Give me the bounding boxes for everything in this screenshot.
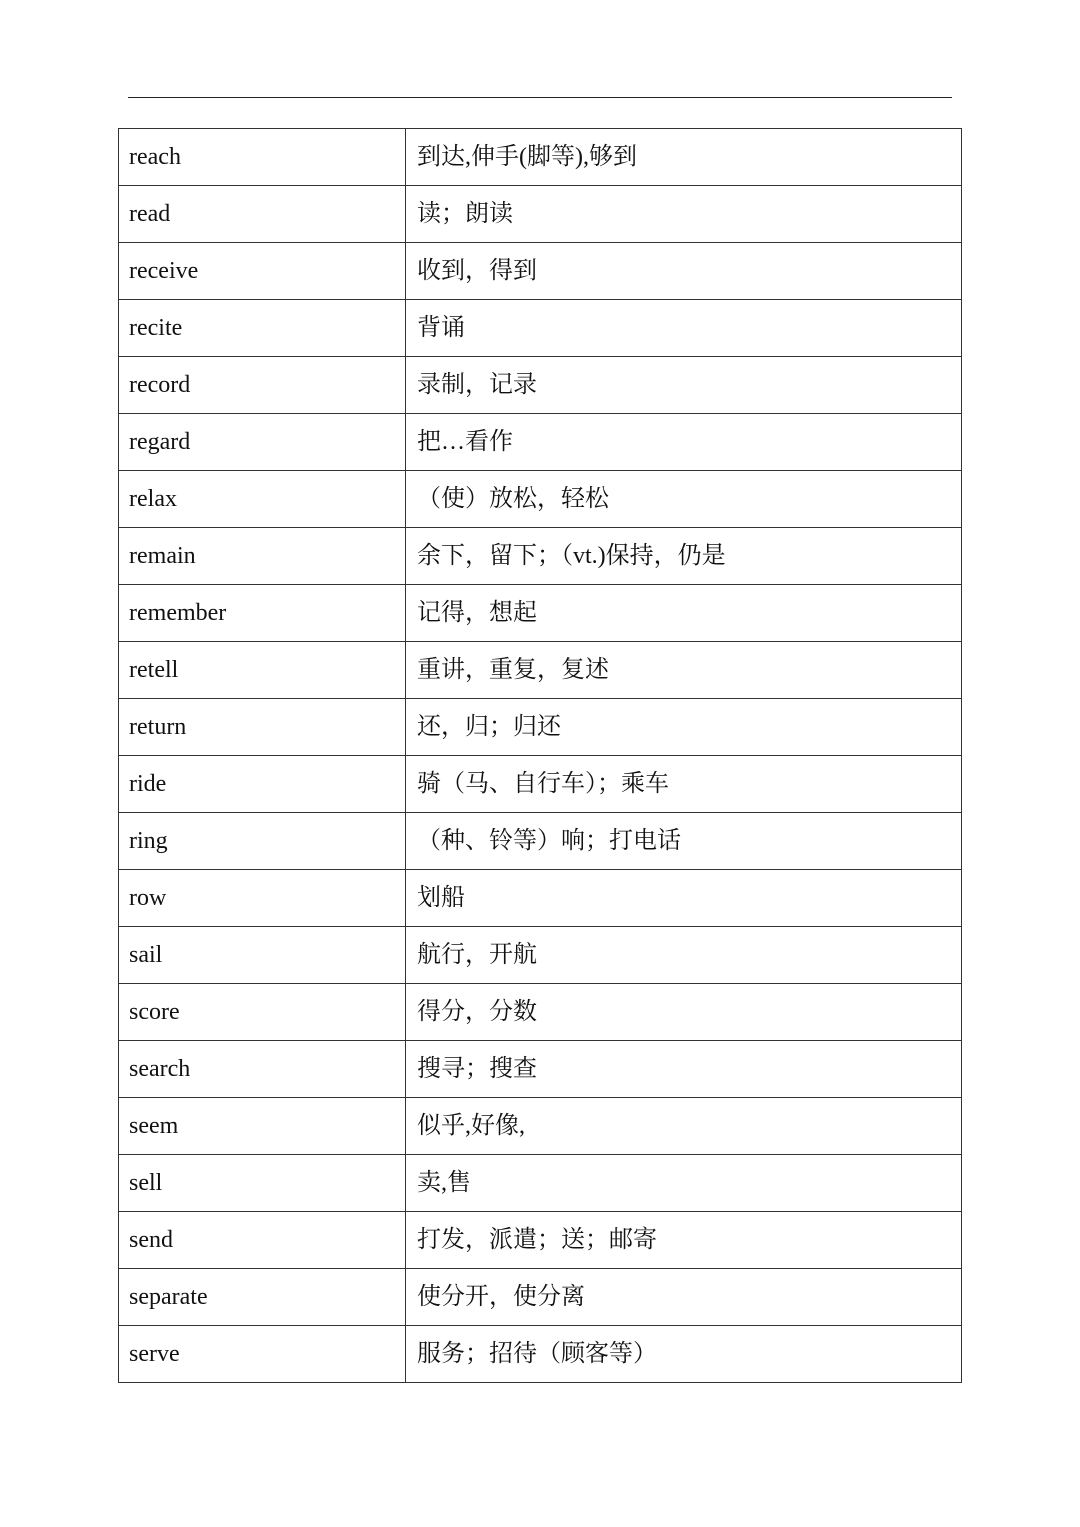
meaning-cell: 航行，开航 bbox=[406, 927, 962, 984]
table-row bbox=[119, 1041, 962, 1098]
vocabulary-table-body bbox=[119, 129, 962, 1383]
table-row bbox=[119, 300, 962, 357]
word-cell: retell bbox=[119, 642, 406, 699]
meaning-cell: 把…看作 bbox=[406, 414, 962, 471]
word-cell: ride bbox=[119, 756, 406, 813]
meaning-cell: 读；朗读 bbox=[406, 186, 962, 243]
meaning-cell: 似乎,好像, bbox=[406, 1098, 962, 1155]
word-cell: regard bbox=[119, 414, 406, 471]
table-row bbox=[119, 1155, 962, 1212]
table-row bbox=[119, 528, 962, 585]
header-rule bbox=[128, 97, 952, 98]
meaning-cell: 收到，得到 bbox=[406, 243, 962, 300]
word-cell: separate bbox=[119, 1269, 406, 1326]
meaning-cell: 服务；招待（顾客等） bbox=[406, 1326, 962, 1383]
table-row bbox=[119, 585, 962, 642]
table-row bbox=[119, 414, 962, 471]
word-cell: search bbox=[119, 1041, 406, 1098]
table-row bbox=[119, 129, 962, 186]
meaning-cell: 背诵 bbox=[406, 300, 962, 357]
meaning-cell: 划船 bbox=[406, 870, 962, 927]
word-cell: remember bbox=[119, 585, 406, 642]
table-row bbox=[119, 813, 962, 870]
table-row bbox=[119, 699, 962, 756]
word-cell: row bbox=[119, 870, 406, 927]
meaning-cell: （使）放松，轻松 bbox=[406, 471, 962, 528]
meaning-cell: 到达,伸手(脚等),够到 bbox=[406, 129, 962, 186]
vocabulary-table bbox=[118, 128, 962, 1383]
meaning-cell: 搜寻；搜查 bbox=[406, 1041, 962, 1098]
table-row bbox=[119, 1098, 962, 1155]
meaning-cell: 卖,售 bbox=[406, 1155, 962, 1212]
meaning-cell: 余下，留下；（vt.)保持，仍是 bbox=[406, 528, 962, 585]
word-cell: receive bbox=[119, 243, 406, 300]
word-cell: sell bbox=[119, 1155, 406, 1212]
meaning-cell: 录制，记录 bbox=[406, 357, 962, 414]
word-cell: read bbox=[119, 186, 406, 243]
word-cell: send bbox=[119, 1212, 406, 1269]
word-cell: remain bbox=[119, 528, 406, 585]
meaning-cell: 记得，想起 bbox=[406, 585, 962, 642]
table-row bbox=[119, 984, 962, 1041]
word-cell: sail bbox=[119, 927, 406, 984]
table-row bbox=[119, 1326, 962, 1383]
table-row bbox=[119, 870, 962, 927]
table-row bbox=[119, 927, 962, 984]
meaning-cell: 使分开，使分离 bbox=[406, 1269, 962, 1326]
meaning-cell: （种、铃等）响；打电话 bbox=[406, 813, 962, 870]
table-row bbox=[119, 357, 962, 414]
word-cell: ring bbox=[119, 813, 406, 870]
word-cell: record bbox=[119, 357, 406, 414]
table-row bbox=[119, 1269, 962, 1326]
word-cell: relax bbox=[119, 471, 406, 528]
table-row bbox=[119, 642, 962, 699]
meaning-cell: 还，归；归还 bbox=[406, 699, 962, 756]
meaning-cell: 重讲，重复，复述 bbox=[406, 642, 962, 699]
meaning-cell: 得分，分数 bbox=[406, 984, 962, 1041]
table-row bbox=[119, 756, 962, 813]
table-row bbox=[119, 1212, 962, 1269]
word-cell: reach bbox=[119, 129, 406, 186]
table-row bbox=[119, 186, 962, 243]
word-cell: score bbox=[119, 984, 406, 1041]
word-cell: seem bbox=[119, 1098, 406, 1155]
word-cell: serve bbox=[119, 1326, 406, 1383]
meaning-cell: 骑（马、自行车）；乘车 bbox=[406, 756, 962, 813]
table-row bbox=[119, 243, 962, 300]
meaning-cell: 打发，派遣；送；邮寄 bbox=[406, 1212, 962, 1269]
word-cell: recite bbox=[119, 300, 406, 357]
table-row bbox=[119, 471, 962, 528]
word-cell: return bbox=[119, 699, 406, 756]
